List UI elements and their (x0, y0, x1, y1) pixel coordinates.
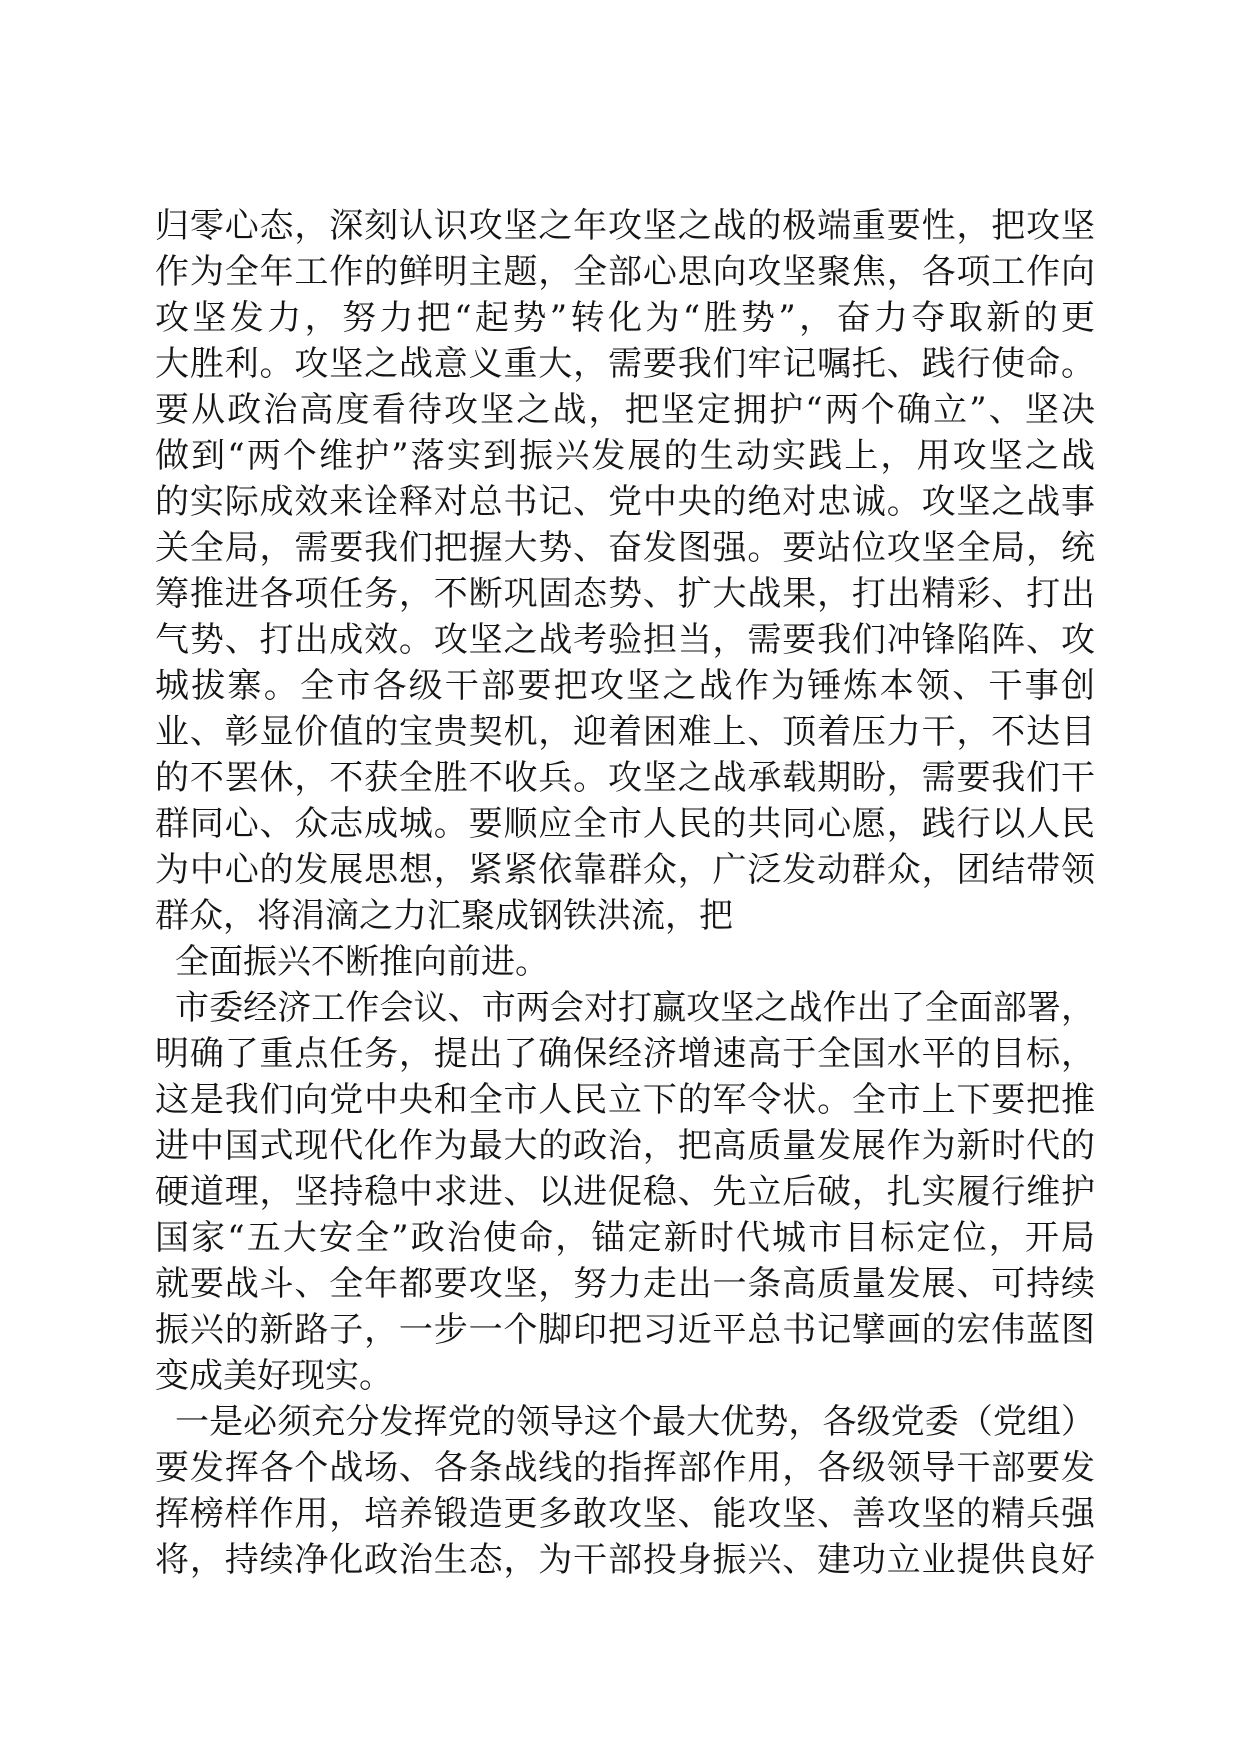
text-line: 将，持续净化政治生态，为干部投身振兴、建功立业提供良好 (155, 1540, 1095, 1580)
text-line: 攻坚发力，努力把“起势”转化为“胜势”，奋力夺取新的更 (155, 298, 1095, 338)
text-line: 关全局，需要我们把握大势、奋发图强。要站位攻坚全局，统 (155, 528, 1095, 568)
text-line: 为中心的发展思想，紧紧依靠群众，广泛发动群众，团结带领 (155, 850, 1095, 890)
text-line: 业、彰显价值的宝贵契机，迎着困难上、顶着压力干，不达目 (155, 712, 1095, 752)
text-line: 筹推进各项任务，不断巩固态势、扩大战果，打出精彩、打出 (155, 574, 1095, 614)
text-line: 硬道理，坚持稳中求进、以进促稳、先立后破，扎实履行维护 (155, 1172, 1095, 1212)
text-line: 气势、打出成效。攻坚之战考验担当，需要我们冲锋陷阵、攻 (155, 620, 1095, 660)
text-line: 变成美好现实。 (155, 1356, 393, 1396)
text-line: 的实际成效来诠释对总书记、党中央的绝对忠诚。攻坚之战事 (155, 482, 1095, 522)
text-line: 要发挥各个战场、各条战线的指挥部作用，各级领导干部要发 (155, 1448, 1095, 1488)
text-line: 全面振兴不断推向前进。 (175, 942, 549, 982)
text-line: 就要战斗、全年都要攻坚，努力走出一条高质量发展、可持续 (155, 1264, 1095, 1304)
text-line: 群众，将涓滴之力汇聚成钢铁洪流，把 (155, 896, 733, 936)
text-line: 挥榜样作用，培养锻造更多敢攻坚、能攻坚、善攻坚的精兵强 (155, 1494, 1095, 1534)
text-line: 明确了重点任务，提出了确保经济增速高于全国水平的目标， (155, 1034, 1095, 1074)
text-line: 市委经济工作会议、市两会对打赢攻坚之战作出了全面部署， (175, 988, 1095, 1028)
body-text (155, 203, 1095, 1583)
text-line: 一是必须充分发挥党的领导这个最大优势，各级党委（党组） (175, 1402, 1095, 1442)
text-line: 群同心、众志成城。要顺应全市人民的共同心愿，践行以人民 (155, 804, 1095, 844)
text-line: 这是我们向党中央和全市人民立下的军令状。全市上下要把推 (155, 1080, 1095, 1120)
text-line: 大胜利。攻坚之战意义重大，需要我们牢记嘱托、践行使命。 (155, 344, 1095, 384)
text-line: 的不罢休，不获全胜不收兵。攻坚之战承载期盼，需要我们干 (155, 758, 1095, 798)
text-line: 要从政治高度看待攻坚之战，把坚定拥护“两个确立”、坚决 (155, 390, 1095, 430)
text-line: 进中国式现代化作为最大的政治，把高质量发展作为新时代的 (155, 1126, 1095, 1166)
text-line: 国家“五大安全”政治使命，锚定新时代城市目标定位，开局 (155, 1218, 1095, 1258)
text-line: 振兴的新路子，一步一个脚印把习近平总书记擘画的宏伟蓝图 (155, 1310, 1095, 1350)
text-line: 作为全年工作的鲜明主题，全部心思向攻坚聚焦，各项工作向 (155, 252, 1095, 292)
text-line: 做到“两个维护”落实到振兴发展的生动实践上，用攻坚之战 (155, 436, 1095, 476)
text-line: 归零心态，深刻认识攻坚之年攻坚之战的极端重要性，把攻坚 (155, 206, 1095, 246)
text-line: 城拔寨。全市各级干部要把攻坚之战作为锤炼本领、干事创 (155, 666, 1095, 706)
